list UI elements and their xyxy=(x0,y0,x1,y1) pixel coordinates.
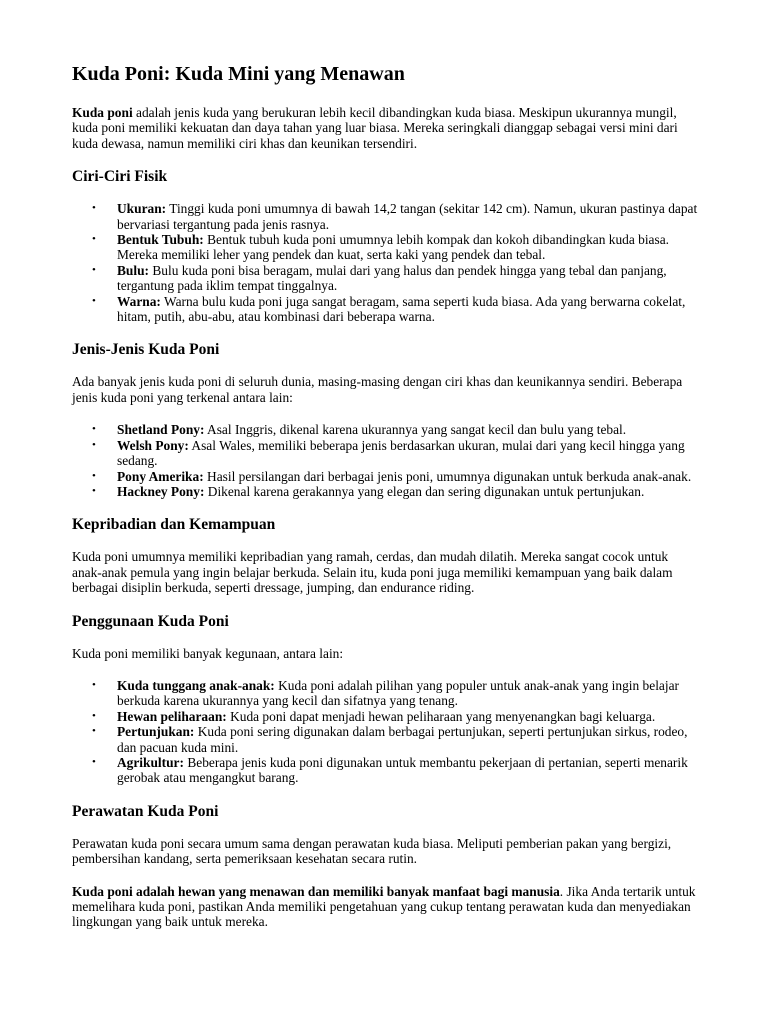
list-item xyxy=(92,422,698,438)
item-term: Warna: xyxy=(117,293,161,309)
list-item xyxy=(92,262,698,294)
closing-paragraph xyxy=(72,884,698,930)
bullet-icon: • xyxy=(92,423,96,436)
item-text: Asal Wales, memiliki beberapa jenis berdasarkan ukuran, mulai dari yang kecil hingga yang sedang. xyxy=(117,437,685,469)
jenis-intro: Ada banyak jenis kuda poni di seluruh dunia, masing-masing dengan ciri khas dan keunikannya sendiri. Beberapa jenis kuda poni yang terkenal antara lain: xyxy=(72,374,683,405)
item-text: Beberapa jenis kuda poni digunakan untuk membantu pekerjaan di pertanian, seperti menarik gerobak atau mengangkut barang. xyxy=(117,754,688,786)
intro-text: adalah jenis kuda yang berukuran lebih kecil dibandingkan kuda biasa. Meskipun ukurannya mungil, kuda poni memiliki kekuatan dan daya tahan yang luar biasa. Mereka seringkali dianggap sebagai versi mini dari kuda dewasa, namun memiliki ciri khas dan keunikan tersendiri. xyxy=(72,105,678,151)
bullet-icon: • xyxy=(92,202,96,215)
item-term: Ukuran: xyxy=(117,201,167,217)
heading-ciri-fisik: Ciri-Ciri Fisik xyxy=(72,168,168,186)
bullet-icon: • xyxy=(92,725,96,738)
item-text: Tinggi kuda poni umumnya di bawah 14,2 tangan (sekitar 142 cm). Namun, ukuran pastinya dapat bervariasi tergantung pada jenis rasnya. xyxy=(117,201,698,232)
list-penggunaan xyxy=(72,678,698,786)
page-title: Kuda Poni: Kuda Mini yang Menawan xyxy=(72,63,405,85)
item-term: Bentuk Tubuh: xyxy=(117,232,204,248)
perawatan-paragraph: Perawatan kuda poni secara umum sama dengan perawatan kuda biasa. Meliputi pemberian pakan yang bergizi, pembersihan kandang, serta pemeriksaan kesehatan secara rutin. xyxy=(72,835,672,867)
kepribadian-paragraph: Kuda poni umumnya memiliki kepribadian yang ramah, cerdas, dan mudah dilatih. Mereka sangat cocok untuk anak-anak pemula yang ingin belajar berkuda. Selain itu, kuda poni juga memiliki kemampuan yang baik dalam berbagai disiplin berkuda, seperti dressage, jumping, dan endurance riding. xyxy=(72,549,673,596)
bullet-icon: • xyxy=(92,709,96,722)
penggunaan-intro: Kuda poni memiliki banyak kegunaan, antara lain: xyxy=(72,645,344,661)
list-item xyxy=(92,232,698,263)
list-jenis xyxy=(72,422,698,499)
item-text: Bulu kuda poni bisa beragam, mulai dari yang halus dan pendek hingga yang tebal dan panjang, tergantung pada iklim tempat tinggalnya. xyxy=(117,262,667,294)
item-text: Asal Inggris, dikenal karena ukurannya yang sangat kecil dan bulu yang tebal. xyxy=(204,422,627,438)
list-item xyxy=(92,677,698,709)
item-term: Pertunjukan: xyxy=(117,724,195,740)
heading-jenis: Jenis-Jenis Kuda Poni xyxy=(72,341,220,359)
item-term: Pony Amerika: xyxy=(117,468,204,484)
list-item xyxy=(92,754,698,786)
intro-lead: Kuda poni xyxy=(72,105,133,120)
bullet-icon: • xyxy=(92,233,96,246)
heading-kepribadian: Kepribadian dan Kemampuan xyxy=(72,516,276,534)
item-text: Warna bulu kuda poni juga sangat beragam, sama seperti kuda biasa. Ada yang berwarna cokelat, hitam, putih, abu-abu, atau kombinasi dari beberapa warna. xyxy=(117,293,686,325)
item-text: Kuda poni dapat menjadi hewan peliharaan yang menyenangkan bagi keluarga. xyxy=(226,708,656,724)
bullet-icon: • xyxy=(92,438,96,451)
list-item xyxy=(92,483,698,499)
item-text: Kuda poni sering digunakan dalam berbagai pertunjukan, seperti pertunjukan sirkus, rodeo, dan pacuan kuda mini. xyxy=(117,724,688,755)
bullet-icon: • xyxy=(92,263,96,276)
item-term: Bulu: xyxy=(117,262,150,278)
bullet-icon: • xyxy=(92,469,96,482)
heading-penggunaan: Penggunaan Kuda Poni xyxy=(72,612,229,630)
list-item xyxy=(92,724,698,755)
bullet-icon: • xyxy=(92,755,96,768)
item-text: Dikenal karena gerakannya yang elegan dan sering digunakan untuk pertunjukan. xyxy=(204,483,645,499)
bullet-icon: • xyxy=(92,678,96,691)
item-text: Hasil persilangan dari berbagai jenis poni, umumnya digunakan untuk berkuda anak-anak. xyxy=(203,468,692,484)
intro-paragraph xyxy=(72,105,698,151)
heading-perawatan: Perawatan Kuda Poni xyxy=(72,802,219,820)
bullet-icon: • xyxy=(92,294,96,307)
closing-bold: Kuda poni adalah hewan yang menawan dan memiliki banyak manfaat bagi manusia xyxy=(72,883,560,899)
list-item xyxy=(92,293,698,325)
list-item xyxy=(92,708,698,724)
item-term: Agrikultur: xyxy=(117,754,184,770)
item-term: Hewan peliharaan: xyxy=(117,708,227,724)
list-ciri-fisik xyxy=(72,201,698,324)
item-text: Kuda poni adalah pilihan yang populer untuk anak-anak yang ingin belajar berkuda karena ukurannya yang kecil dan sifatnya yang tenang. xyxy=(117,677,679,709)
item-term: Shetland Pony: xyxy=(117,422,205,438)
closing-text: . Jika Anda tertarik untuk memelihara kuda poni, pastikan Anda memiliki pengetahuan yang cukup tentang perawatan kuda dan menyediakan lingkungan yang baik untuk mereka. xyxy=(72,883,696,930)
bullet-icon: • xyxy=(92,484,96,497)
item-term: Welsh Pony: xyxy=(117,437,189,453)
list-item xyxy=(92,437,698,469)
item-term: Hackney Pony: xyxy=(117,483,205,499)
list-item xyxy=(92,201,698,232)
item-term: Kuda tunggang anak-anak: xyxy=(117,677,275,693)
item-text: Bentuk tubuh kuda poni umumnya lebih kompak dan kokoh dibandingkan kuda biasa. Mereka memiliki leher yang pendek dan kuat, serta kaki yang pendek dan tebal. xyxy=(117,232,669,263)
list-item xyxy=(92,468,698,484)
